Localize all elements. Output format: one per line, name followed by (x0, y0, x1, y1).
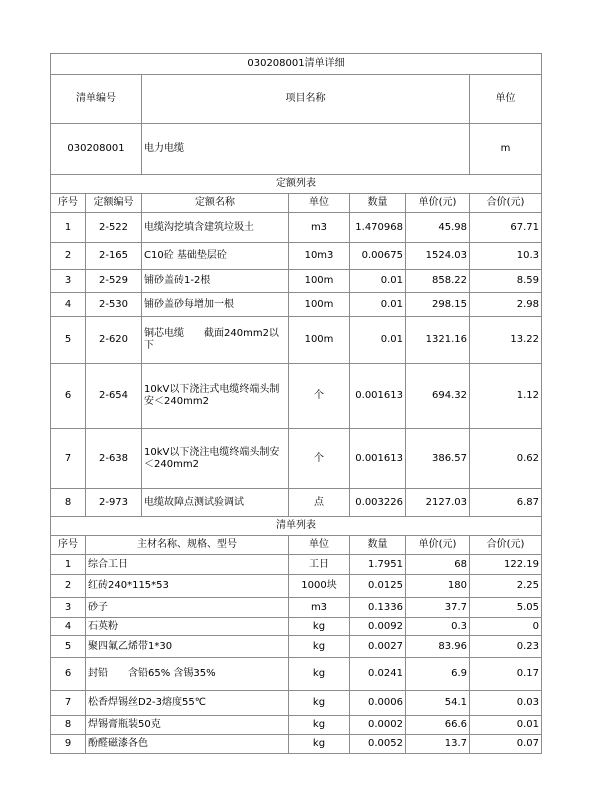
material-qty: 1.7951 (350, 555, 406, 575)
quota-no: 2 (51, 243, 86, 270)
quota-name: 10kV以下浇注电缆终端头制安＜240mm2 (142, 429, 289, 489)
material-no: 2 (51, 575, 86, 598)
quota-no: 7 (51, 429, 86, 489)
material-total: 0.23 (470, 636, 542, 658)
material-row (51, 658, 542, 691)
quota-header-row (51, 194, 542, 213)
material-qty: 0.0006 (350, 691, 406, 716)
material-qty: 0.1336 (350, 598, 406, 618)
quota-unit: 10m3 (289, 243, 350, 270)
quota-total: 1.12 (470, 364, 542, 429)
quota-no: 1 (51, 213, 86, 243)
summary-header-code: 清单编号 (51, 75, 142, 124)
materials-header-unit: 单位 (289, 536, 350, 555)
material-no: 1 (51, 555, 86, 575)
materials-section-title: 清单列表 (51, 517, 542, 536)
material-row (51, 575, 542, 598)
material-no: 8 (51, 716, 86, 735)
material-name: 综合工日 (86, 555, 289, 575)
quota-total: 8.59 (470, 270, 542, 293)
quota-header-unit: 单位 (289, 194, 350, 213)
quota-price: 1321.16 (406, 317, 470, 364)
quota-code: 2-620 (86, 317, 142, 364)
material-unit: m3 (289, 598, 350, 618)
quota-total: 2.98 (470, 293, 542, 317)
quota-header-price: 单价(元) (406, 194, 470, 213)
materials-header-price: 单价(元) (406, 536, 470, 555)
quota-total: 6.87 (470, 489, 542, 517)
quota-row (51, 293, 542, 317)
quota-row (51, 429, 542, 489)
quota-row (51, 213, 542, 243)
material-name: 聚四氟乙烯带1*30 (86, 636, 289, 658)
quota-code: 2-638 (86, 429, 142, 489)
quota-qty: 0.01 (350, 317, 406, 364)
quota-qty: 1.470968 (350, 213, 406, 243)
material-total: 0 (470, 618, 542, 636)
material-row (51, 598, 542, 618)
materials-header-total: 合价(元) (470, 536, 542, 555)
material-price: 6.9 (406, 658, 470, 691)
material-qty: 0.0125 (350, 575, 406, 598)
quota-name: C10砼 基础垫层砼 (142, 243, 289, 270)
material-unit: 1000块 (289, 575, 350, 598)
material-total: 0.01 (470, 716, 542, 735)
material-row (51, 716, 542, 735)
quota-name: 铺砂盖砖1-2根 (142, 270, 289, 293)
material-qty: 0.0052 (350, 735, 406, 754)
quota-row (51, 489, 542, 517)
material-price: 0.3 (406, 618, 470, 636)
material-name: 石英粉 (86, 618, 289, 636)
material-qty: 0.0241 (350, 658, 406, 691)
material-name: 封铅 含铅65% 含锡35% (86, 658, 289, 691)
material-row (51, 735, 542, 754)
material-row (51, 555, 542, 575)
material-total: 5.05 (470, 598, 542, 618)
material-total: 0.03 (470, 691, 542, 716)
quota-code: 2-530 (86, 293, 142, 317)
quota-name: 铜芯电缆 截面240mm2以下 (142, 317, 289, 364)
quota-total: 67.71 (470, 213, 542, 243)
quota-header-total: 合价(元) (470, 194, 542, 213)
materials-header-no: 序号 (51, 536, 86, 555)
quota-qty: 0.01 (350, 270, 406, 293)
material-row (51, 636, 542, 658)
quota-price: 2127.03 (406, 489, 470, 517)
page-title: 030208001清单详细 (51, 54, 542, 75)
material-unit: kg (289, 691, 350, 716)
quota-qty: 0.01 (350, 293, 406, 317)
quota-price: 1524.03 (406, 243, 470, 270)
quota-qty: 0.00675 (350, 243, 406, 270)
quota-unit: 个 (289, 364, 350, 429)
material-name: 焊锡膏瓶装50克 (86, 716, 289, 735)
quota-price: 386.57 (406, 429, 470, 489)
quota-name: 铺砂盖砂每增加一根 (142, 293, 289, 317)
summary-row (51, 124, 542, 175)
summary-header-name: 项目名称 (142, 75, 470, 124)
material-unit: kg (289, 618, 350, 636)
quota-total: 0.62 (470, 429, 542, 489)
material-price: 13.7 (406, 735, 470, 754)
quota-name: 电缆沟挖填含建筑垃圾土 (142, 213, 289, 243)
quota-qty: 0.001613 (350, 429, 406, 489)
quota-code: 2-522 (86, 213, 142, 243)
quota-unit: m3 (289, 213, 350, 243)
quota-price: 694.32 (406, 364, 470, 429)
material-row (51, 618, 542, 636)
quota-qty: 0.003226 (350, 489, 406, 517)
material-no: 3 (51, 598, 86, 618)
quota-no: 4 (51, 293, 86, 317)
quota-name: 电缆故障点测试验调试 (142, 489, 289, 517)
quota-code: 2-654 (86, 364, 142, 429)
quota-code: 2-165 (86, 243, 142, 270)
material-unit: kg (289, 735, 350, 754)
quota-header-code: 定额编号 (86, 194, 142, 213)
quota-row (51, 243, 542, 270)
material-no: 7 (51, 691, 86, 716)
material-row (51, 691, 542, 716)
quota-no: 6 (51, 364, 86, 429)
material-total: 2.25 (470, 575, 542, 598)
materials-header-row (51, 536, 542, 555)
quota-no: 3 (51, 270, 86, 293)
quota-code: 2-973 (86, 489, 142, 517)
summary-name: 电力电缆 (142, 124, 470, 175)
quota-name: 10kV以下浇注式电缆终端头制安＜240mm2 (142, 364, 289, 429)
material-price: 180 (406, 575, 470, 598)
material-name: 砂子 (86, 598, 289, 618)
quota-total: 10.3 (470, 243, 542, 270)
quota-price: 45.98 (406, 213, 470, 243)
quota-header-no: 序号 (51, 194, 86, 213)
material-unit: 工日 (289, 555, 350, 575)
material-price: 68 (406, 555, 470, 575)
quota-no: 8 (51, 489, 86, 517)
quota-unit: 100m (289, 317, 350, 364)
material-no: 9 (51, 735, 86, 754)
material-unit: kg (289, 636, 350, 658)
material-price: 37.7 (406, 598, 470, 618)
quota-unit: 100m (289, 293, 350, 317)
quota-header-name: 定额名称 (142, 194, 289, 213)
materials-header-qty: 数量 (350, 536, 406, 555)
material-total: 122.19 (470, 555, 542, 575)
summary-code: 030208001 (51, 124, 142, 175)
material-name: 松香焊锡丝D2-3熔度55℃ (86, 691, 289, 716)
quota-no: 5 (51, 317, 86, 364)
quota-section-title: 定额列表 (51, 175, 542, 194)
summary-header-unit: 单位 (470, 75, 542, 124)
material-unit: kg (289, 658, 350, 691)
quota-qty: 0.001613 (350, 364, 406, 429)
quota-row (51, 270, 542, 293)
material-total: 0.07 (470, 735, 542, 754)
quota-price: 298.15 (406, 293, 470, 317)
quota-row (51, 317, 542, 364)
quota-unit: 点 (289, 489, 350, 517)
material-price: 54.1 (406, 691, 470, 716)
material-qty: 0.0002 (350, 716, 406, 735)
bill-detail-table (50, 53, 542, 754)
material-name: 酚醛磁漆各色 (86, 735, 289, 754)
material-qty: 0.0092 (350, 618, 406, 636)
quota-total: 13.22 (470, 317, 542, 364)
material-qty: 0.0027 (350, 636, 406, 658)
quota-row (51, 364, 542, 429)
summary-header-row (51, 75, 542, 124)
quota-unit: 100m (289, 270, 350, 293)
material-total: 0.17 (470, 658, 542, 691)
quota-code: 2-529 (86, 270, 142, 293)
material-unit: kg (289, 716, 350, 735)
quota-unit: 个 (289, 429, 350, 489)
quota-price: 858.22 (406, 270, 470, 293)
material-name: 红砖240*115*53 (86, 575, 289, 598)
materials-header-name: 主材名称、规格、型号 (86, 536, 289, 555)
material-price: 66.6 (406, 716, 470, 735)
summary-unit: m (470, 124, 542, 175)
material-no: 4 (51, 618, 86, 636)
material-no: 6 (51, 658, 86, 691)
quota-header-qty: 数量 (350, 194, 406, 213)
material-no: 5 (51, 636, 86, 658)
material-price: 83.96 (406, 636, 470, 658)
